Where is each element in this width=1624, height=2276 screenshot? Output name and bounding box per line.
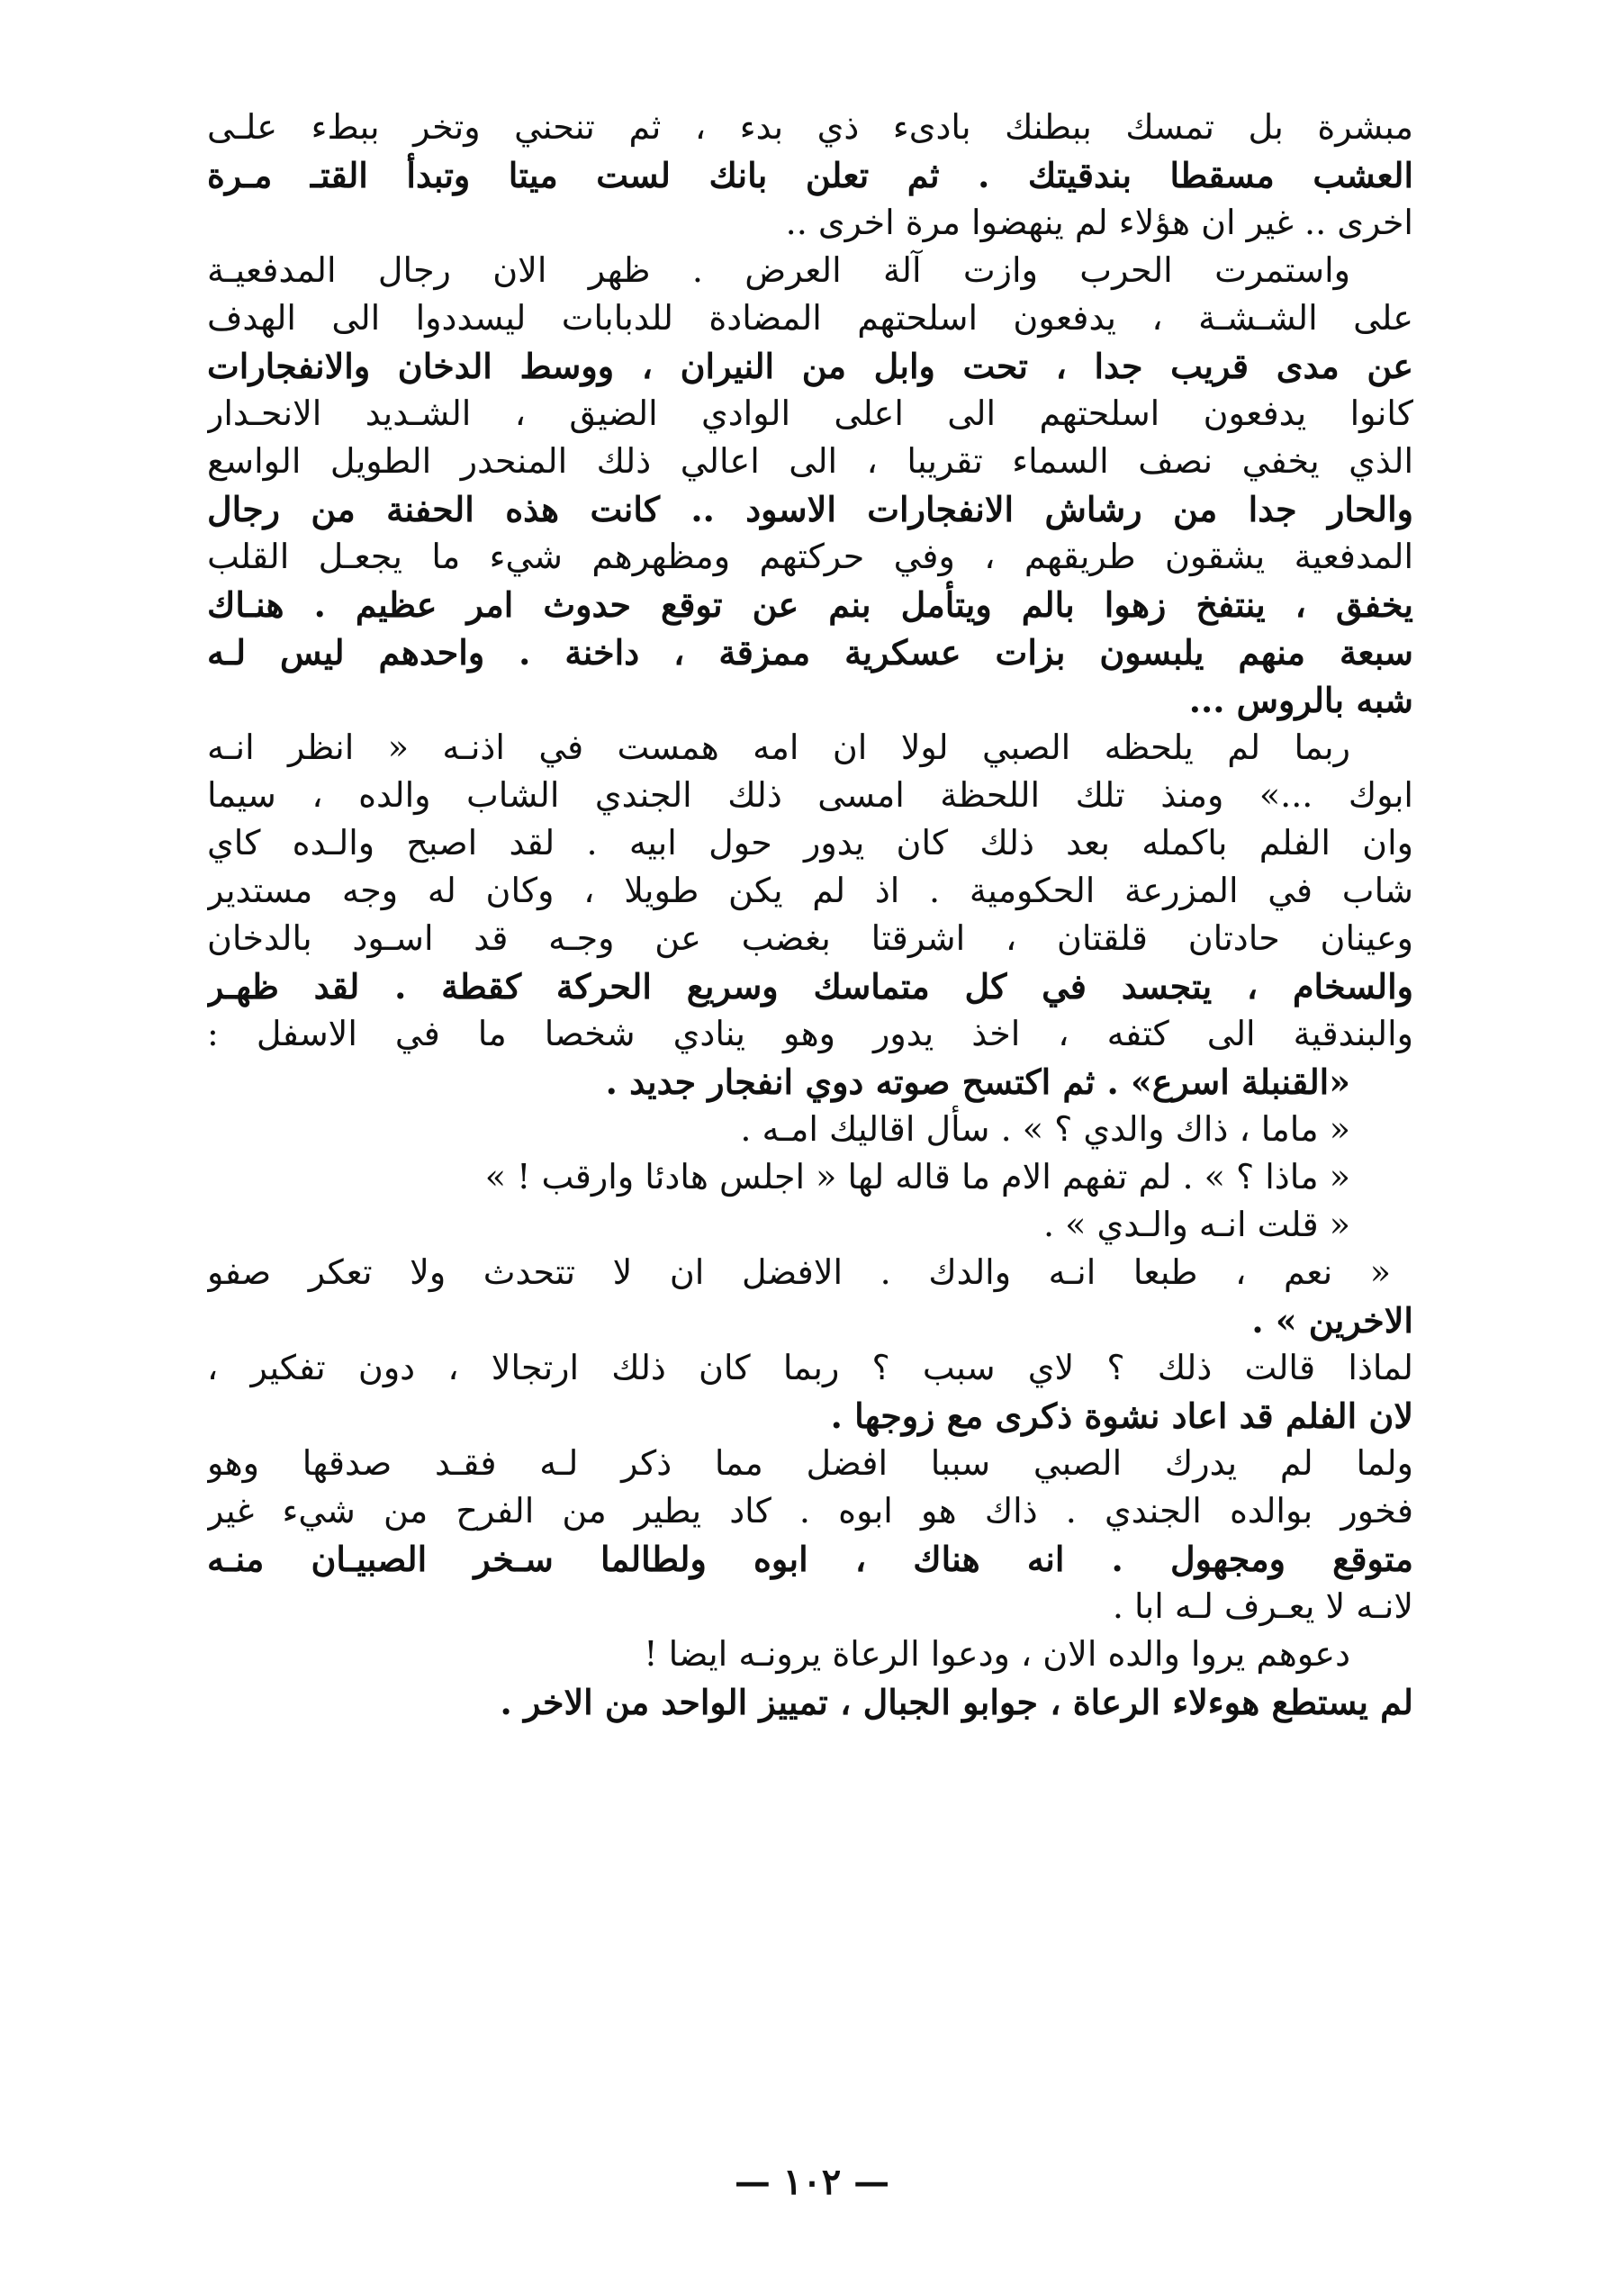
text-line: ابوك ...» ومنذ تلك اللحظة امسى ذلك الجندي الشاب والده ، سيما: [207, 775, 1413, 815]
text-line: عن مدى قريب جدا ، تحت وابل من النيران ، ووسط الدخان والانفجارات: [207, 346, 1413, 386]
text-line: متوقع ومجهول . انه هناك ، ابوه ولطالما سـخر الصبيـان منـه: [207, 1539, 1413, 1579]
text-line: اخرى .. غير ان هؤلاء لم ينهضوا مرة اخرى ..: [785, 203, 1413, 242]
text-line: العشب مسقطا بندقيتك . ثم تعلن بانك لست ميتا وتبدأ القتـ مـرة: [207, 155, 1413, 195]
text-line: ولما لم يدرك الصبي سببا افضل مما ذكر لـه فقـد صدقها وهو: [207, 1443, 1413, 1483]
text-line: مبشرة بل تمسك ببطنك بادىء ذي بدء ، ثم تنحني وتخر ببطء علـى: [207, 107, 1413, 147]
text-line: كانوا يدفعون اسلحتهم الى اعلى الوادي الضيق ، الشـديد الانحـدار: [207, 393, 1413, 433]
text-line: وان الفلم باكمله بعد ذلك كان يدور حول ابيه . لقد اصبح والـده كاي: [207, 823, 1413, 863]
dialogue-line: « نعم ، طبعا انـه والدك . الافضل ان لا تتحدث ولا تعكر صفو: [207, 1252, 1391, 1292]
text-line: لماذا قالت ذلك ؟ لاي سبب ؟ ربما كان ذلك ارتجالا ، دون تفكير ،: [207, 1348, 1413, 1387]
text-line: سبعة منهم يلبسون بزات عسكرية ممزقة ، داخنة . واحدهم ليس لـه: [207, 632, 1413, 673]
text-line: فخور بوالده الجندي . ذاك هو ابوه . كاد يطير من الفرح من شيء غير: [207, 1491, 1413, 1531]
text-line: لم يستطع هوءلاء الرعاة ، جوابو الجبال ، تمييز الواحد من الاخر .: [500, 1682, 1413, 1722]
text-line: والبندقية الى كتفه ، اخذ يدور وهو ينادي شخصا ما في الاسفل :: [207, 1014, 1413, 1053]
text-line: شاب في المزرعة الحكومية . اذ لم يكن طويلا ، وكان له وجه مستدير: [207, 871, 1413, 910]
page-number: — ١٠٢ —: [734, 2161, 890, 2203]
text-line: دعوهم يروا والده الان ، ودعوا الرعاة يرونـه ايضا !: [644, 1634, 1350, 1674]
dialogue-line: « ماما ، ذاك والدي ؟ » . سأل اقاليك امـه .: [740, 1109, 1350, 1149]
text-line: لان الفلم قد اعاد نشوة ذكرى مع زوجها .: [830, 1395, 1413, 1436]
text-line: لانـه لا يعـرف لـه ابا .: [1112, 1586, 1413, 1626]
dialogue-line: الاخرين » .: [1251, 1300, 1413, 1341]
dialogue-line: « ماذا ؟ » . لم تفهم الام ما قاله لها « اجلس هادئا وارقب ! »: [484, 1157, 1350, 1197]
text-line: الذي يخفي نصف السماء تقريبا ، الى اعالي ذلك المنحدر الطويل الواسع: [207, 441, 1413, 481]
text-line: ربما لم يلحظه الصبي لولا ان امه همست في اذنـه « انظر انـه: [207, 727, 1350, 767]
text-line: والسخام ، يتجسد في كل متماسك وسريع الحركة كقطة . لقد ظهـر: [207, 966, 1413, 1007]
book-page-body: [207, 104, 1413, 1726]
text-line: على الشـشـة ، يدفعون اسلحتهم المضادة للدبابات ليسددوا الى الهدف: [207, 298, 1413, 338]
text-line: المدفعية يشقون طريقهم ، وفي حركتهم ومظهرهم شيء ما يجعـل القلب: [207, 537, 1413, 576]
text-line: واستمرت الحرب وازت آلة العرض . ظهر الان رجال المدفعيـة: [207, 250, 1350, 290]
text-line: يخفق ، ينتفخ زهوا بالم ويتأمل بنم عن توقع حدوث امر عظيم . هنـاك: [207, 584, 1413, 625]
dialogue-line: «القنبلة اسرع» . ثم اكتسح صوته دوي انفجار جديد .: [605, 1061, 1350, 1102]
text-line: وعينان حادتان قلقتان ، اشرقتا بغضب عن وجـه قد اسـود بالدخان: [207, 918, 1413, 958]
text-line: والحار جدا من رشاش الانفجارات الاسود .. كانت هذه الحفنة من رجال: [207, 489, 1413, 529]
text-line: شبه بالروس ...: [1188, 680, 1413, 720]
dialogue-line: « قلت انـه والـدي » .: [1043, 1205, 1350, 1244]
